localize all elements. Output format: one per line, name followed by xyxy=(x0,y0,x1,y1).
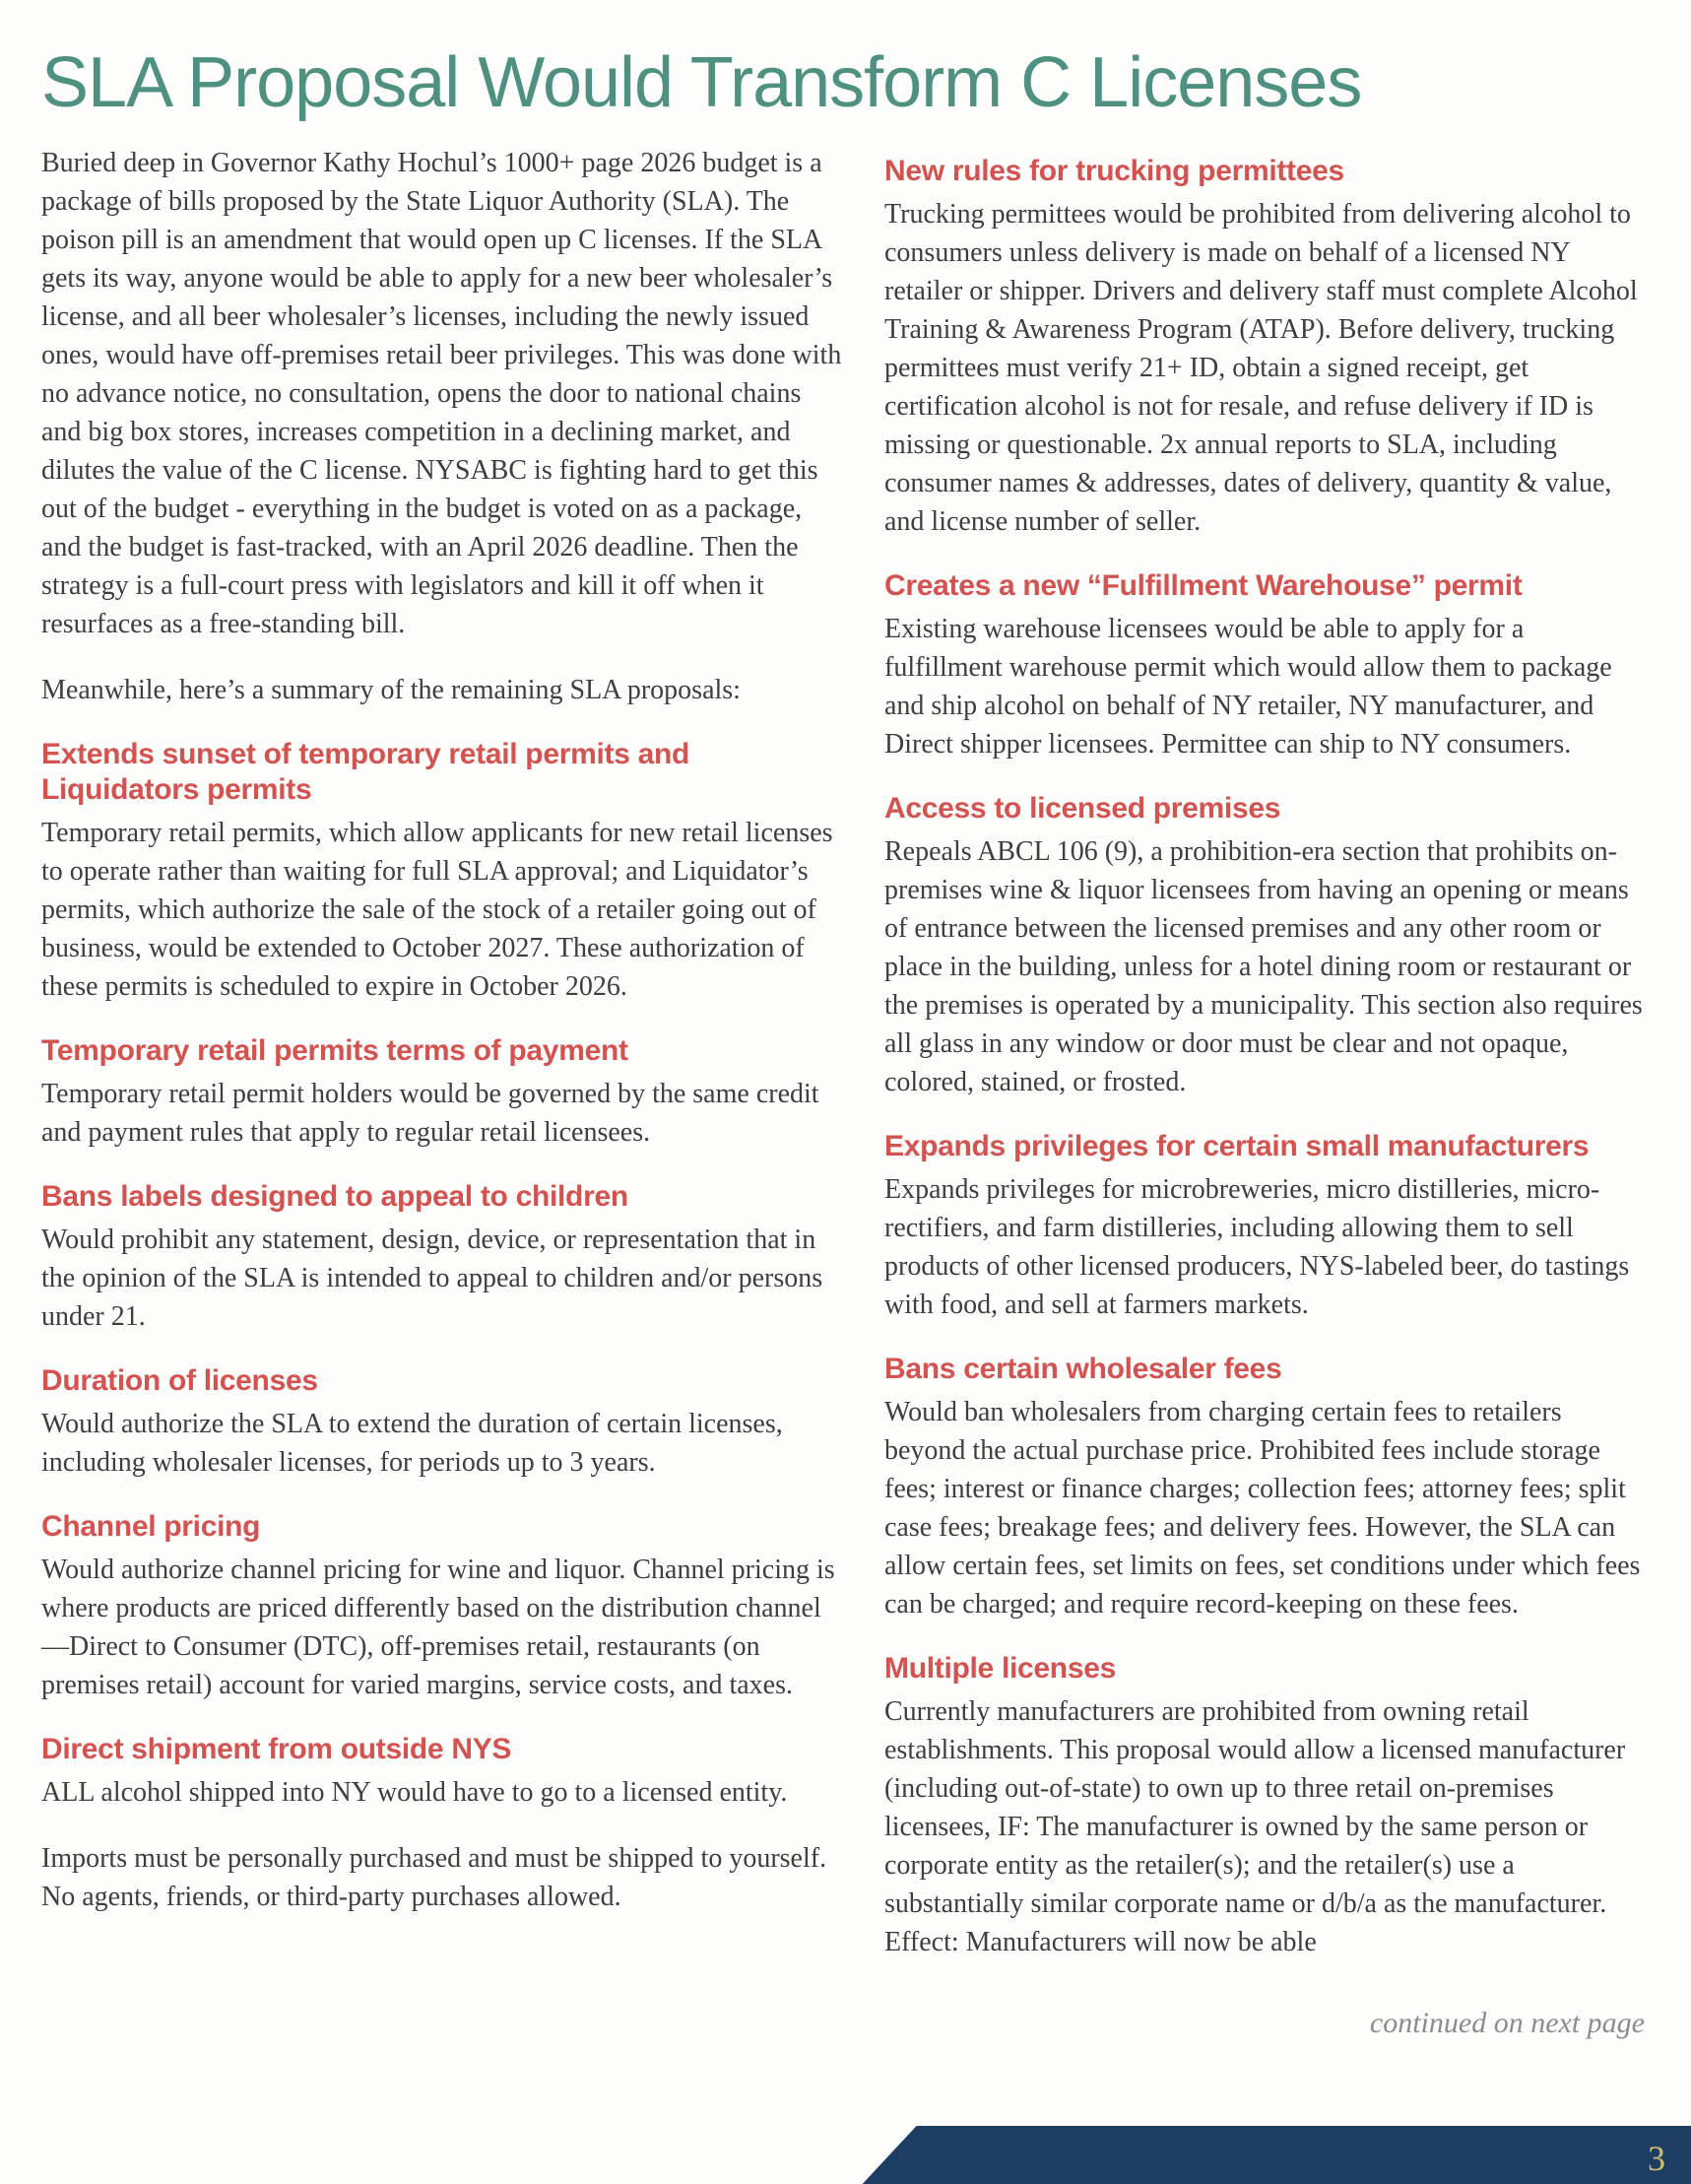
section-body-direct-shipment: ALL alcohol shipped into NY would have to go to a licensed entity. xyxy=(41,1777,788,1808)
summary-lead-paragraph: Meanwhile, here’s a summary of the remaining SLA proposals: xyxy=(41,675,741,705)
section-heading-trucking: New rules for trucking permittees xyxy=(884,155,1344,187)
section-body-multiple-licenses: Currently manufacturers are prohibited from owning retail establishments. This proposal would allow a licensed manufacturer (including out-of-state) to own up to three retail on-premises licensees, IF: The manufacturer is owned by the same person or corporate entity as the retailer(s); and the retailer(s) use a substantially similar corporate name or d/b/a as the manufacturer. Effect: Manufacturers will now be able xyxy=(884,1696,1626,1957)
section-heading-access-premises: Access to licensed premises xyxy=(884,792,1281,825)
section-body-wholesaler-fees: Would ban wholesalers from charging certain fees to retailers beyond the actual purchase price. Prohibited fees include storage fees; interest or finance charges; collection fees; attorney fees; split case fees; breakage fees; and delivery fees. However, the SLA can allow certain fees, set limits on fees, set conditions under which fees can be charged; and require record-keeping on these fees. xyxy=(884,1397,1641,1620)
section-body-terms-of-payment: Temporary retail permit holders would be governed by the same credit and payment rules that apply to regular retail licensees. xyxy=(41,1079,819,1148)
continued-note: continued on next page xyxy=(1369,2007,1645,2039)
left-column xyxy=(41,144,847,2040)
section-body-extends-sunset: Temporary retail permits, which allow applicants for new retail licenses to operate rather than waiting for full SLA approval; and Liquidator’s permits, which authorize the sale of the stock of a retailer going out of business, would be extended to October 2027. These authorization of these permits is scheduled to expire in October 2026. xyxy=(41,818,833,1002)
section-heading-duration: Duration of licenses xyxy=(41,1364,318,1397)
section-heading-direct-shipment: Direct shipment from outside NYS xyxy=(41,1733,512,1765)
section-heading-wholesaler-fees: Bans certain wholesaler fees xyxy=(884,1353,1282,1385)
footer-band xyxy=(0,2126,1691,2184)
section-heading-channel-pricing: Channel pricing xyxy=(41,1510,261,1543)
intro-paragraph: Buried deep in Governor Kathy Hochul’s 1000+ page 2026 budget is a package of bills proposed by the State Liquor Authority (SLA). The poison pill is an amendment that would open up C licenses. If the SLA gets its way, anyone would be able to apply for a new beer wholesaler’s license, and all beer wholesaler’s licenses, including the newly issued ones, would have off-premises retail beer privileges. This was done with no advance notice, no consultation, opens the door to national chains and big box stores, increases competition in a declining market, and dilutes the value of the C license. NYSABC is fighting hard to get this out of the budget - everything in the budget is voted on as a package, and the budget is fast-tracked, with an April 2026 deadline. Then the strategy is a full-court press with legislators and kill it off when it resurfaces as a free-standing bill. xyxy=(41,148,842,639)
page-content xyxy=(41,0,1645,2040)
section-heading-multiple-licenses: Multiple licenses xyxy=(884,1652,1116,1685)
photo-edge-sliver xyxy=(0,0,13,859)
page-title: SLA Proposal Would Transform C Licenses xyxy=(41,43,1362,122)
two-column-layout xyxy=(41,144,1645,2040)
section-body-channel-pricing: Would authorize channel pricing for wine and liquor. Channel pricing is where products are priced differently based on the distribution channel—Direct to Consumer (DTC), off-premises retail, restaurants (on premises retail) account for varied margins, service costs, and taxes. xyxy=(41,1555,835,1700)
section-heading-bans-labels: Bans labels designed to appeal to children xyxy=(41,1180,628,1213)
section-heading-terms-of-payment: Temporary retail permits terms of payment xyxy=(41,1034,628,1067)
section-body-access-premises: Repeals ABCL 106 (9), a prohibition-era section that prohibits on-premises wine & liquor licensees from having an opening or means of entrance between the licensed premises and any other room or place in the building, unless for a hotel dining room or restaurant or the premises is operated by a municipality. This section also requires all glass in any window or door must be clear and not opaque, colored, stained, or frosted. xyxy=(884,836,1643,1097)
section-body-duration: Would authorize the SLA to extend the duration of certain licenses, including wholesaler licenses, for periods up to 3 years. xyxy=(41,1409,783,1478)
section-heading-fulfillment: Creates a new “Fulfillment Warehouse” permit xyxy=(884,569,1523,602)
section-body-imports: Imports must be personally purchased and must be shipped to yourself. No agents, friends, or third-party purchases allowed. xyxy=(41,1843,827,1912)
page-number: 3 xyxy=(1648,2139,1665,2178)
section-heading-extends-sunset: Extends sunset of temporary retail permits and Liquidators permits xyxy=(41,738,690,806)
section-body-fulfillment: Existing warehouse licensees would be able to apply for a fulfillment warehouse permit which would allow them to package and ship alcohol on behalf of NY retailer, NY manufacturer, and Direct shipper licensees. Permittee can ship to NY consumers. xyxy=(884,614,1612,760)
section-body-bans-labels: Would prohibit any statement, design, device, or representation that in the opinion of the SLA is intended to appeal to children and/or persons under 21. xyxy=(41,1224,823,1332)
section-body-trucking: Trucking permittees would be prohibited from delivering alcohol to consumers unless delivery is made on behalf of a licensed NY retailer or shipper. Drivers and delivery staff must complete Alcohol Training & Awareness Program (ATAP). Before delivery, trucking permittees must verify 21+ ID, obtain a signed receipt, get certification alcohol is not for resale, and refuse delivery if ID is missing or questionable. 2x annual reports to SLA, including consumer names & addresses, dates of delivery, quantity & value, and license number of seller. xyxy=(884,199,1638,537)
section-body-expands-privileges: Expands privileges for microbreweries, micro distilleries, micro-rectifiers, and farm distilleries, including allowing them to sell products of other licensed producers, NYS-labeled beer, do tastings with food, and sell at farmers markets. xyxy=(884,1174,1630,1320)
section-heading-expands-privileges: Expands privileges for certain small manufacturers xyxy=(884,1130,1590,1162)
right-column xyxy=(884,144,1645,2040)
